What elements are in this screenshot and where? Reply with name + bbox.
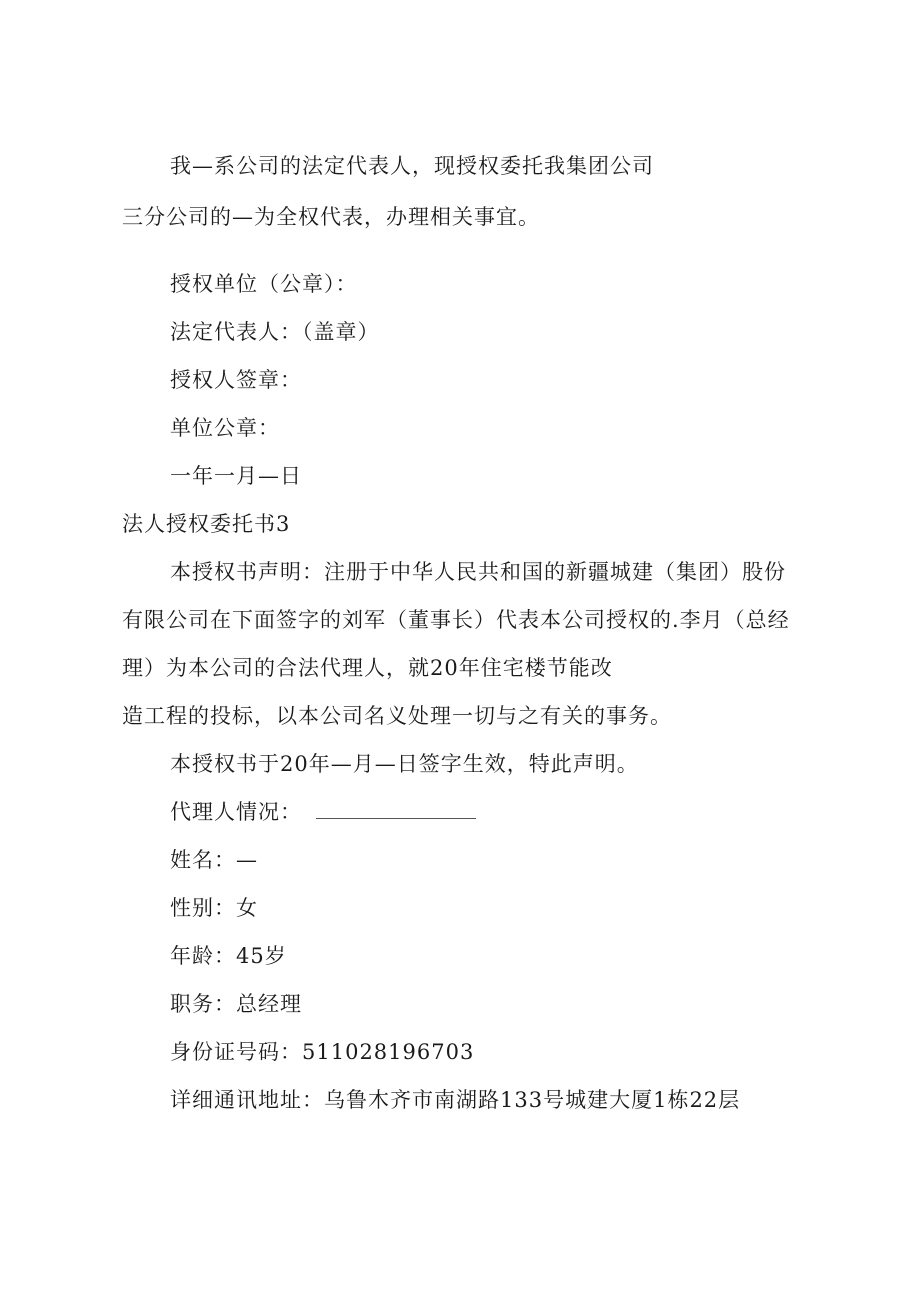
legal-representative-line: 法定代表人：（盖章） [170, 320, 380, 344]
paragraph1-line2: 三分公司的—为全权代表，办理相关事宜。 [122, 205, 540, 229]
agent-name-line: 姓名：— [170, 848, 258, 872]
statement-line4: 造工程的投标，以本公司名义处理一切与之有关的事务。 [122, 704, 672, 728]
statement-line2: 有限公司在下面签字的刘军（董事长）代表本公司授权的.李月（总经 [122, 608, 790, 632]
authorized-signature-line: 授权人签章： [170, 368, 302, 392]
agent-age-line: 年龄：45岁 [170, 944, 287, 968]
agent-info-row [170, 798, 476, 826]
agent-info-blank [316, 798, 476, 819]
agent-info-label: 代理人情况： [170, 800, 302, 824]
agent-address-line: 详细通讯地址：乌鲁木齐市南湖路133号城建大厦1栋22层 [170, 1088, 741, 1112]
agent-id-line: 身份证号码：511028196703 [170, 1040, 475, 1064]
agent-gender-line: 性别：女 [170, 896, 258, 920]
statement-line3: 理）为本公司的合法代理人，就20年住宅楼节能改 [122, 656, 613, 680]
date-line: 一年一月—日 [170, 464, 302, 488]
agent-position-line: 职务：总经理 [170, 992, 302, 1016]
paragraph1-line1: 我—系公司的法定代表人，现授权委托我集团公司 [170, 154, 654, 178]
sign-unit-line: 授权单位（公章）： [170, 272, 358, 296]
statement-line1: 本授权书声明：注册于中华人民共和国的新疆城建（集团）股份 [170, 560, 786, 584]
section-title: 法人授权委托书3 [122, 512, 291, 536]
unit-seal-line: 单位公章： [170, 416, 280, 440]
effective-date-line: 本授权书于20年—月—日签字生效，特此声明。 [170, 752, 639, 776]
